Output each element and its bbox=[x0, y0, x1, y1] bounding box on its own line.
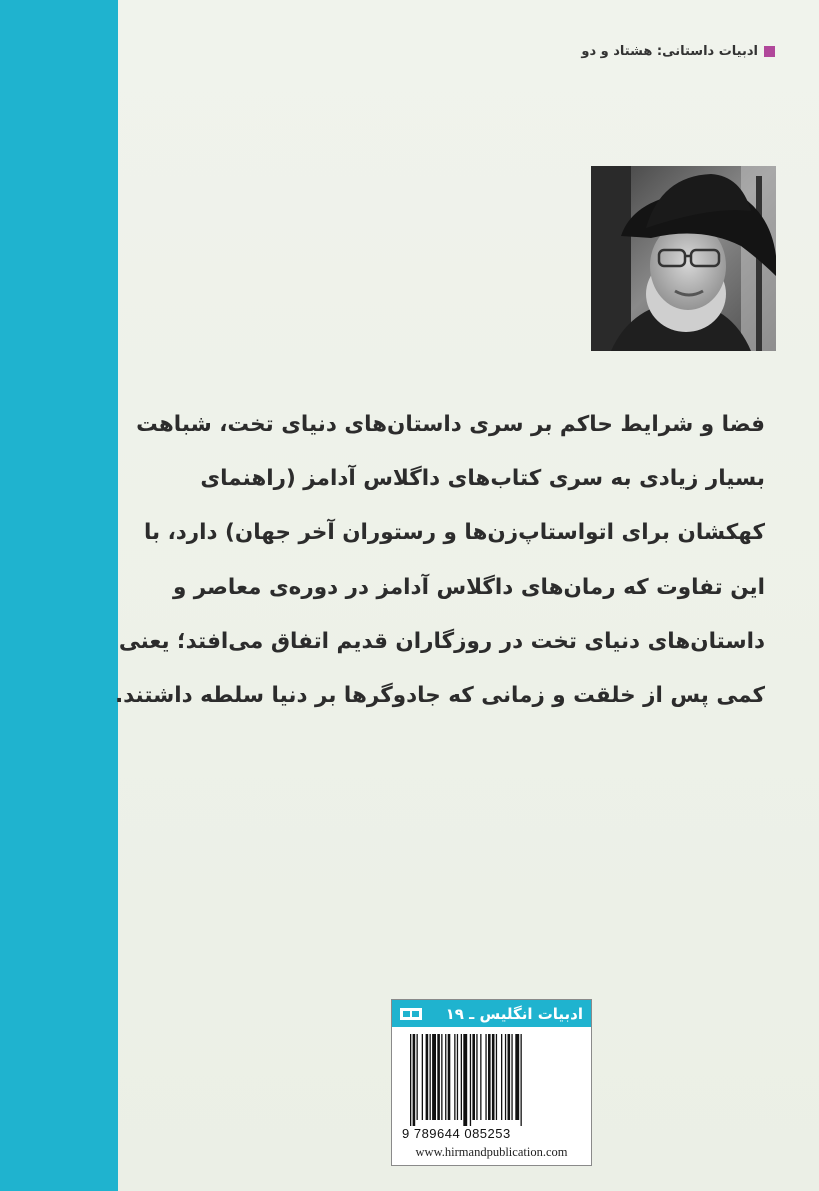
series-logo-icon bbox=[400, 1008, 422, 1020]
barcode-bar bbox=[413, 1034, 416, 1126]
barcode-icon bbox=[410, 1034, 572, 1126]
barcode-bar bbox=[480, 1034, 481, 1120]
barcode-bar bbox=[445, 1034, 446, 1120]
barcode-box bbox=[391, 999, 592, 1166]
barcode-bar bbox=[515, 1034, 519, 1120]
barcode-bar bbox=[521, 1034, 522, 1126]
blurb-line: کمی پس از خلقت و زمانی که جادوگرها بر دنیا سلطه داشتند. bbox=[114, 683, 765, 709]
barcode-bar bbox=[426, 1034, 429, 1120]
barcode-bar bbox=[461, 1034, 462, 1120]
barcode-header bbox=[392, 1000, 591, 1027]
barcode-bar bbox=[457, 1034, 458, 1120]
barcode-bar bbox=[476, 1034, 477, 1120]
barcode-bar bbox=[496, 1034, 497, 1120]
barcode-bar bbox=[454, 1034, 455, 1120]
barcode-bar bbox=[422, 1034, 423, 1120]
barcode-bar bbox=[432, 1034, 436, 1120]
barcode-bar bbox=[488, 1034, 491, 1120]
author-photo bbox=[591, 166, 776, 351]
barcode-bar bbox=[430, 1034, 431, 1120]
barcode-bar bbox=[437, 1034, 440, 1120]
series-square-icon bbox=[764, 46, 775, 57]
barcode-bar bbox=[501, 1034, 502, 1120]
barcode-bar bbox=[492, 1034, 495, 1120]
blurb-line: بسیار زیادی به سری کتاب‌های داگلاس آدامز (راهنمای bbox=[200, 466, 765, 492]
isbn-number: 9 789644 085253 bbox=[402, 1126, 511, 1141]
blurb-line: داستان‌های دنیای تخت در روزگاران قدیم اتفاق می‌افتد؛ یعنی bbox=[118, 628, 765, 654]
series-title bbox=[581, 44, 775, 59]
blurb-line: این تفاوت که رمان‌های داگلاس آدامز در دوره‌ی معاصر و bbox=[172, 574, 765, 600]
barcode-bar bbox=[472, 1034, 475, 1120]
blurb-line: کهکشان برای اتواستاپ‌زن‌ها و رستوران آخر جهان) دارد، با bbox=[143, 520, 765, 546]
barcode-bar bbox=[463, 1034, 467, 1126]
blurb-line: فضا و شرایط حاکم بر سری داستان‌های دنیای تخت، شباهت bbox=[136, 412, 765, 437]
blurb-text bbox=[114, 398, 765, 723]
author-portrait-icon bbox=[591, 166, 776, 351]
barcode-bar bbox=[508, 1034, 511, 1120]
series-label: ادبیات داستانی: هشتاد و دو bbox=[581, 44, 758, 59]
barcode-bar bbox=[511, 1034, 512, 1120]
spine-stripe bbox=[0, 0, 118, 1191]
barcode-bar bbox=[448, 1034, 451, 1120]
barcode-bar bbox=[441, 1034, 442, 1120]
publisher-website: www.hirmandpublication.com bbox=[415, 1145, 568, 1159]
barcode-series-label: ادبیات انگلیس ـ ۱۹ bbox=[445, 1004, 583, 1023]
barcode-bar bbox=[505, 1034, 506, 1120]
barcode-bar bbox=[485, 1034, 486, 1120]
barcode-bar bbox=[410, 1034, 411, 1126]
barcode-bar bbox=[470, 1034, 471, 1126]
barcode-bar bbox=[417, 1034, 418, 1120]
